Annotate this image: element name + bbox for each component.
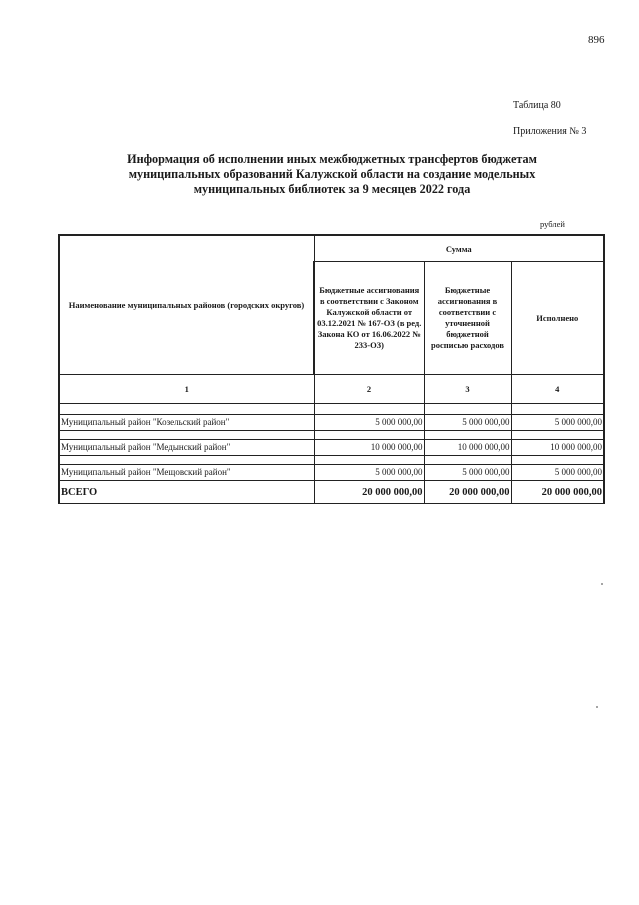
appendix-label: Приложения № 3 [513,126,587,137]
column-number: 4 [511,375,604,404]
table-row [59,415,604,431]
header-executed: Исполнено [511,262,604,375]
total-row [59,481,604,504]
executed-value: 10 000 000,00 [511,440,604,456]
title-line-1: Информация об исполнении иных межбюджетных трансфертов бюджетам [127,152,537,166]
appropriation-law-value: 5 000 000,00 [314,415,424,431]
municipality-name: Муниципальный район "Медынский район" [59,440,314,456]
total-executed-value: 20 000 000,00 [511,481,604,504]
header-municipality: Наименование муниципальных районов (городских округов) [59,235,314,375]
appropriation-revised-value: 5 000 000,00 [424,465,511,481]
scan-speck [596,706,598,708]
page-number: 896 [588,34,605,46]
column-number: 1 [59,375,314,404]
header-appropriations-law: Бюджетные ассигнования в соответствии с Законом Калужской области от 03.12.2021 № 167-ОЗ (в ред. Закона КО от 16.06.2022 № 233-ОЗ) [314,262,424,375]
municipality-name: Муниципальный район "Мещовский район" [59,465,314,481]
table-row [59,465,604,481]
header-sum: Сумма [314,235,604,262]
table-row [59,440,604,456]
scan-speck [601,583,603,585]
municipality-name: Муниципальный район "Козельский район" [59,415,314,431]
appropriation-revised-value: 5 000 000,00 [424,415,511,431]
unit-label: рублей [540,219,565,229]
total-label: ВСЕГО [59,481,314,504]
executed-value: 5 000 000,00 [511,465,604,481]
header-appropriations-revised: Бюджетные ассигнования в соответствии с уточненной бюджетной росписью расходов [424,262,511,375]
title-line-2: муниципальных образований Калужской области на создание модельных [128,167,536,181]
appropriation-law-value: 5 000 000,00 [314,465,424,481]
column-number-row [59,375,604,404]
column-number: 2 [314,375,424,404]
executed-value: 5 000 000,00 [511,415,604,431]
title-line-3: муниципальных библиотек за 9 месяцев 2022 года [193,182,471,196]
transfers-table [58,234,605,504]
column-number: 3 [424,375,511,404]
total-revised-value: 20 000 000,00 [424,481,511,504]
table-number: Таблица 80 [513,100,561,111]
total-law-value: 20 000 000,00 [314,481,424,504]
document-title [60,152,604,197]
appropriation-law-value: 10 000 000,00 [314,440,424,456]
appropriation-revised-value: 10 000 000,00 [424,440,511,456]
